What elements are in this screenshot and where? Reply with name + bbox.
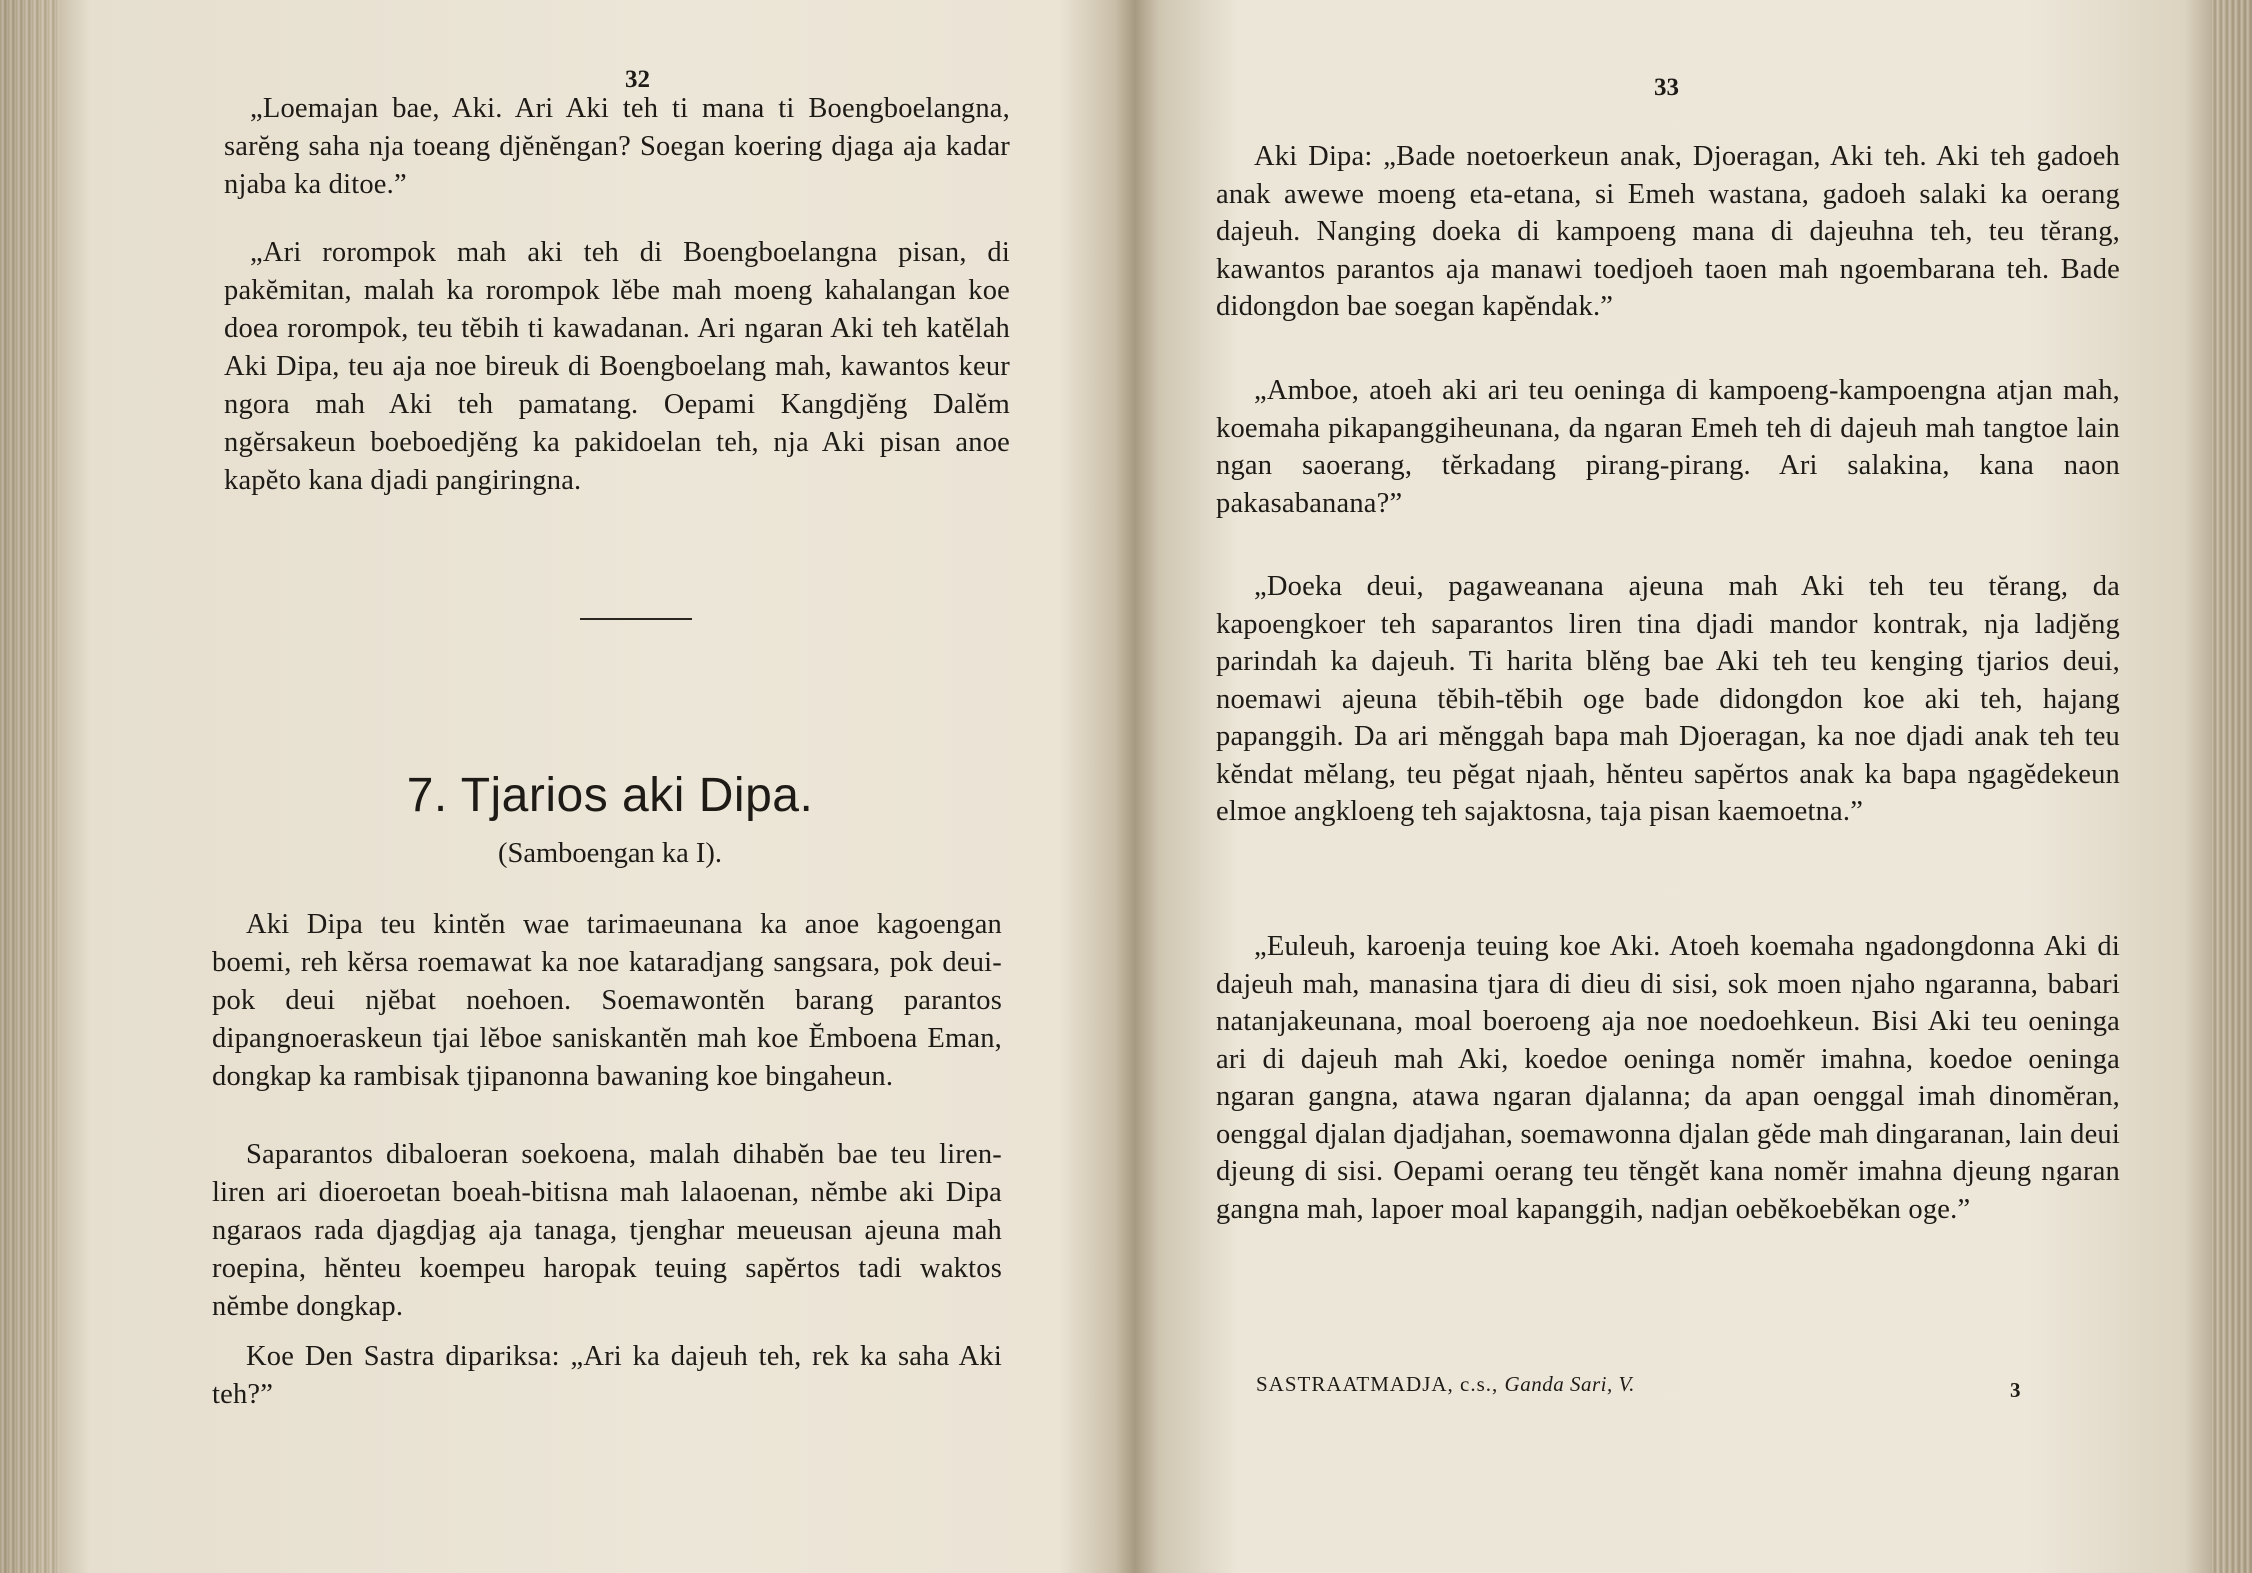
paragraph: „Ari rorompok mah aki teh di Boengboelangna pisan, di pakĕmitan, malah ka rorompok lĕbe mah moeng kahalangan koe doea rorompok, teu tĕbih ti kawadanan. Ari ngaran Aki teh katĕlah Aki Dipa, teu aja noe bireuk di Boengboelang mah, kawantos keur ngora mah Aki teh pamatang. Oepami Kangdjĕng Dalĕm ngĕrsakeun boeboedjĕng ka pakidoelan teh, nja Aki pisan anoe kapĕto kana djadi pangiringna. xyxy=(224,237,1010,496)
paragraph: „Amboe, atoeh aki ari teu oeninga di kampoeng-kampoengna atjan mah, koemaha pikapanggiheunana, da ngaran Emeh teh di dajeuh mah tangtoe lain ngan saoerang, tĕrkadang pirang-pirang. Ari salakina, kana naon pakasabanana?” xyxy=(1216,375,2120,519)
section-divider xyxy=(580,618,692,620)
chapter-title: 7. Tjarios aki Dipa. xyxy=(406,769,814,822)
paragraph: Aki Dipa: „Bade noetoerkeun anak, Djoeragan, Aki teh. Aki teh gadoeh anak awewe moeng eta-etana, si Emeh wastana, gadoeh salaki ka oerang dajeuh. Nanging doeka di kampoeng mana di dajeuhna teh, teu tĕrang, kawantos parantos aja manawi toedjoeh taoen mah ngoembarana teh. Bade didongdon bae soegan kapĕndak.” xyxy=(1216,141,2120,322)
footer-credit xyxy=(1256,1372,1635,1397)
paragraph: „Euleuh, karoenja teuing koe Aki. Atoeh koemaha ngadongdonna Aki di dajeuh mah, manasina tjara di dieu di sisi, sok moen njaho ngaranna, babari natanjakeunana, moal boeroeng aja noe noedoehkeun. Bisi Aki teu oeninga ari di dajeuh mah Aki, koedoe oeninga nomĕr imahna, koedoe oeninga ngaran gangna, atawa ngaran djalanna; da apan oenggal imah dinomĕran, oenggal djalan djadjahan, soemawonna djalan gĕde mah dingaranan, lain deui djeung di sisi. Oepami oerang teu tĕngĕt kana nomĕr imahna djeung ngaran gangna mah, lapoer moal kapanggih, nadjan oebĕkoebĕkan oge.” xyxy=(1216,931,2120,1225)
footer-book-title: Ganda Sari, V. xyxy=(1504,1372,1635,1396)
paragraph: Saparantos dibaloeran soekoena, malah dihabĕn bae teu liren-liren ari dioeroetan boeah-bitisna mah lalaoenan, nĕmbe aki Dipa ngaraos rada djagdjag aja tanaga, tjenghar meueusan ajeuna mah roepina, hĕnteu koempeu haropak teuing sapĕrtos tadi waktos nĕmbe dongkap. xyxy=(212,1139,1002,1322)
paragraph: Aki Dipa teu kintĕn wae tarimaeunana ka anoe kagoengan boemi, reh kĕrsa roemawat ka noe kataradjang sangsara, pok deui-pok deui njĕbat noehoen. Soemawontĕn barang parantos dipangnoeraskeun tjai lĕboe saniskantĕn mah koe Ĕmboena Eman, dongkap ka rambisak tjipanonna bawaning koe bingaheun. xyxy=(212,909,1002,1092)
chapter-subtitle: (Samboengan ka I). xyxy=(498,838,722,869)
left-page xyxy=(150,60,1070,1540)
page-number: 32 xyxy=(625,66,650,93)
right-page-edges xyxy=(2212,0,2252,1573)
signature-mark: 3 xyxy=(2010,1378,2021,1402)
paragraph: „Doeka deui, pagaweanana ajeuna mah Aki teh teu tĕrang, da kapoengkoer teh saparantos liren tina djadi mandor kontrak, nja ladjĕng parindah ka dajeuh. Ti harita blĕng bae Aki teh teu kenging tjarios deui, noemawi ajeuna tĕbih-tĕbih oge bade didongdon koe aki teh, hajang papanggih. Da ari mĕnggah bapa mah Djoeragan, ka noe djadi anak teh teu kĕndat mĕlang, teu pĕgat njaah, hĕnteu sapĕrtos anak ka bapa ngagĕdekeun elmoe angkloeng teh sajaktosna, taja pisan kaemoetna.” xyxy=(1216,571,2120,827)
footer-author: SASTRAATMADJA, c.s., xyxy=(1256,1372,1499,1396)
right-page xyxy=(1200,60,2140,1540)
paragraph: „Loemajan bae, Aki. Ari Aki teh ti mana ti Boengboelangna, sarĕng saha nja toeang djĕnĕngan? Soegan koering djaga aja kadar njaba ka ditoe.” xyxy=(224,93,1010,200)
page-number: 33 xyxy=(1654,74,1679,101)
paragraph: Koe Den Sastra dipariksa: „Ari ka dajeuh teh, rek ka saha Aki teh?” xyxy=(212,1341,1002,1410)
left-page-edges xyxy=(0,0,60,1573)
